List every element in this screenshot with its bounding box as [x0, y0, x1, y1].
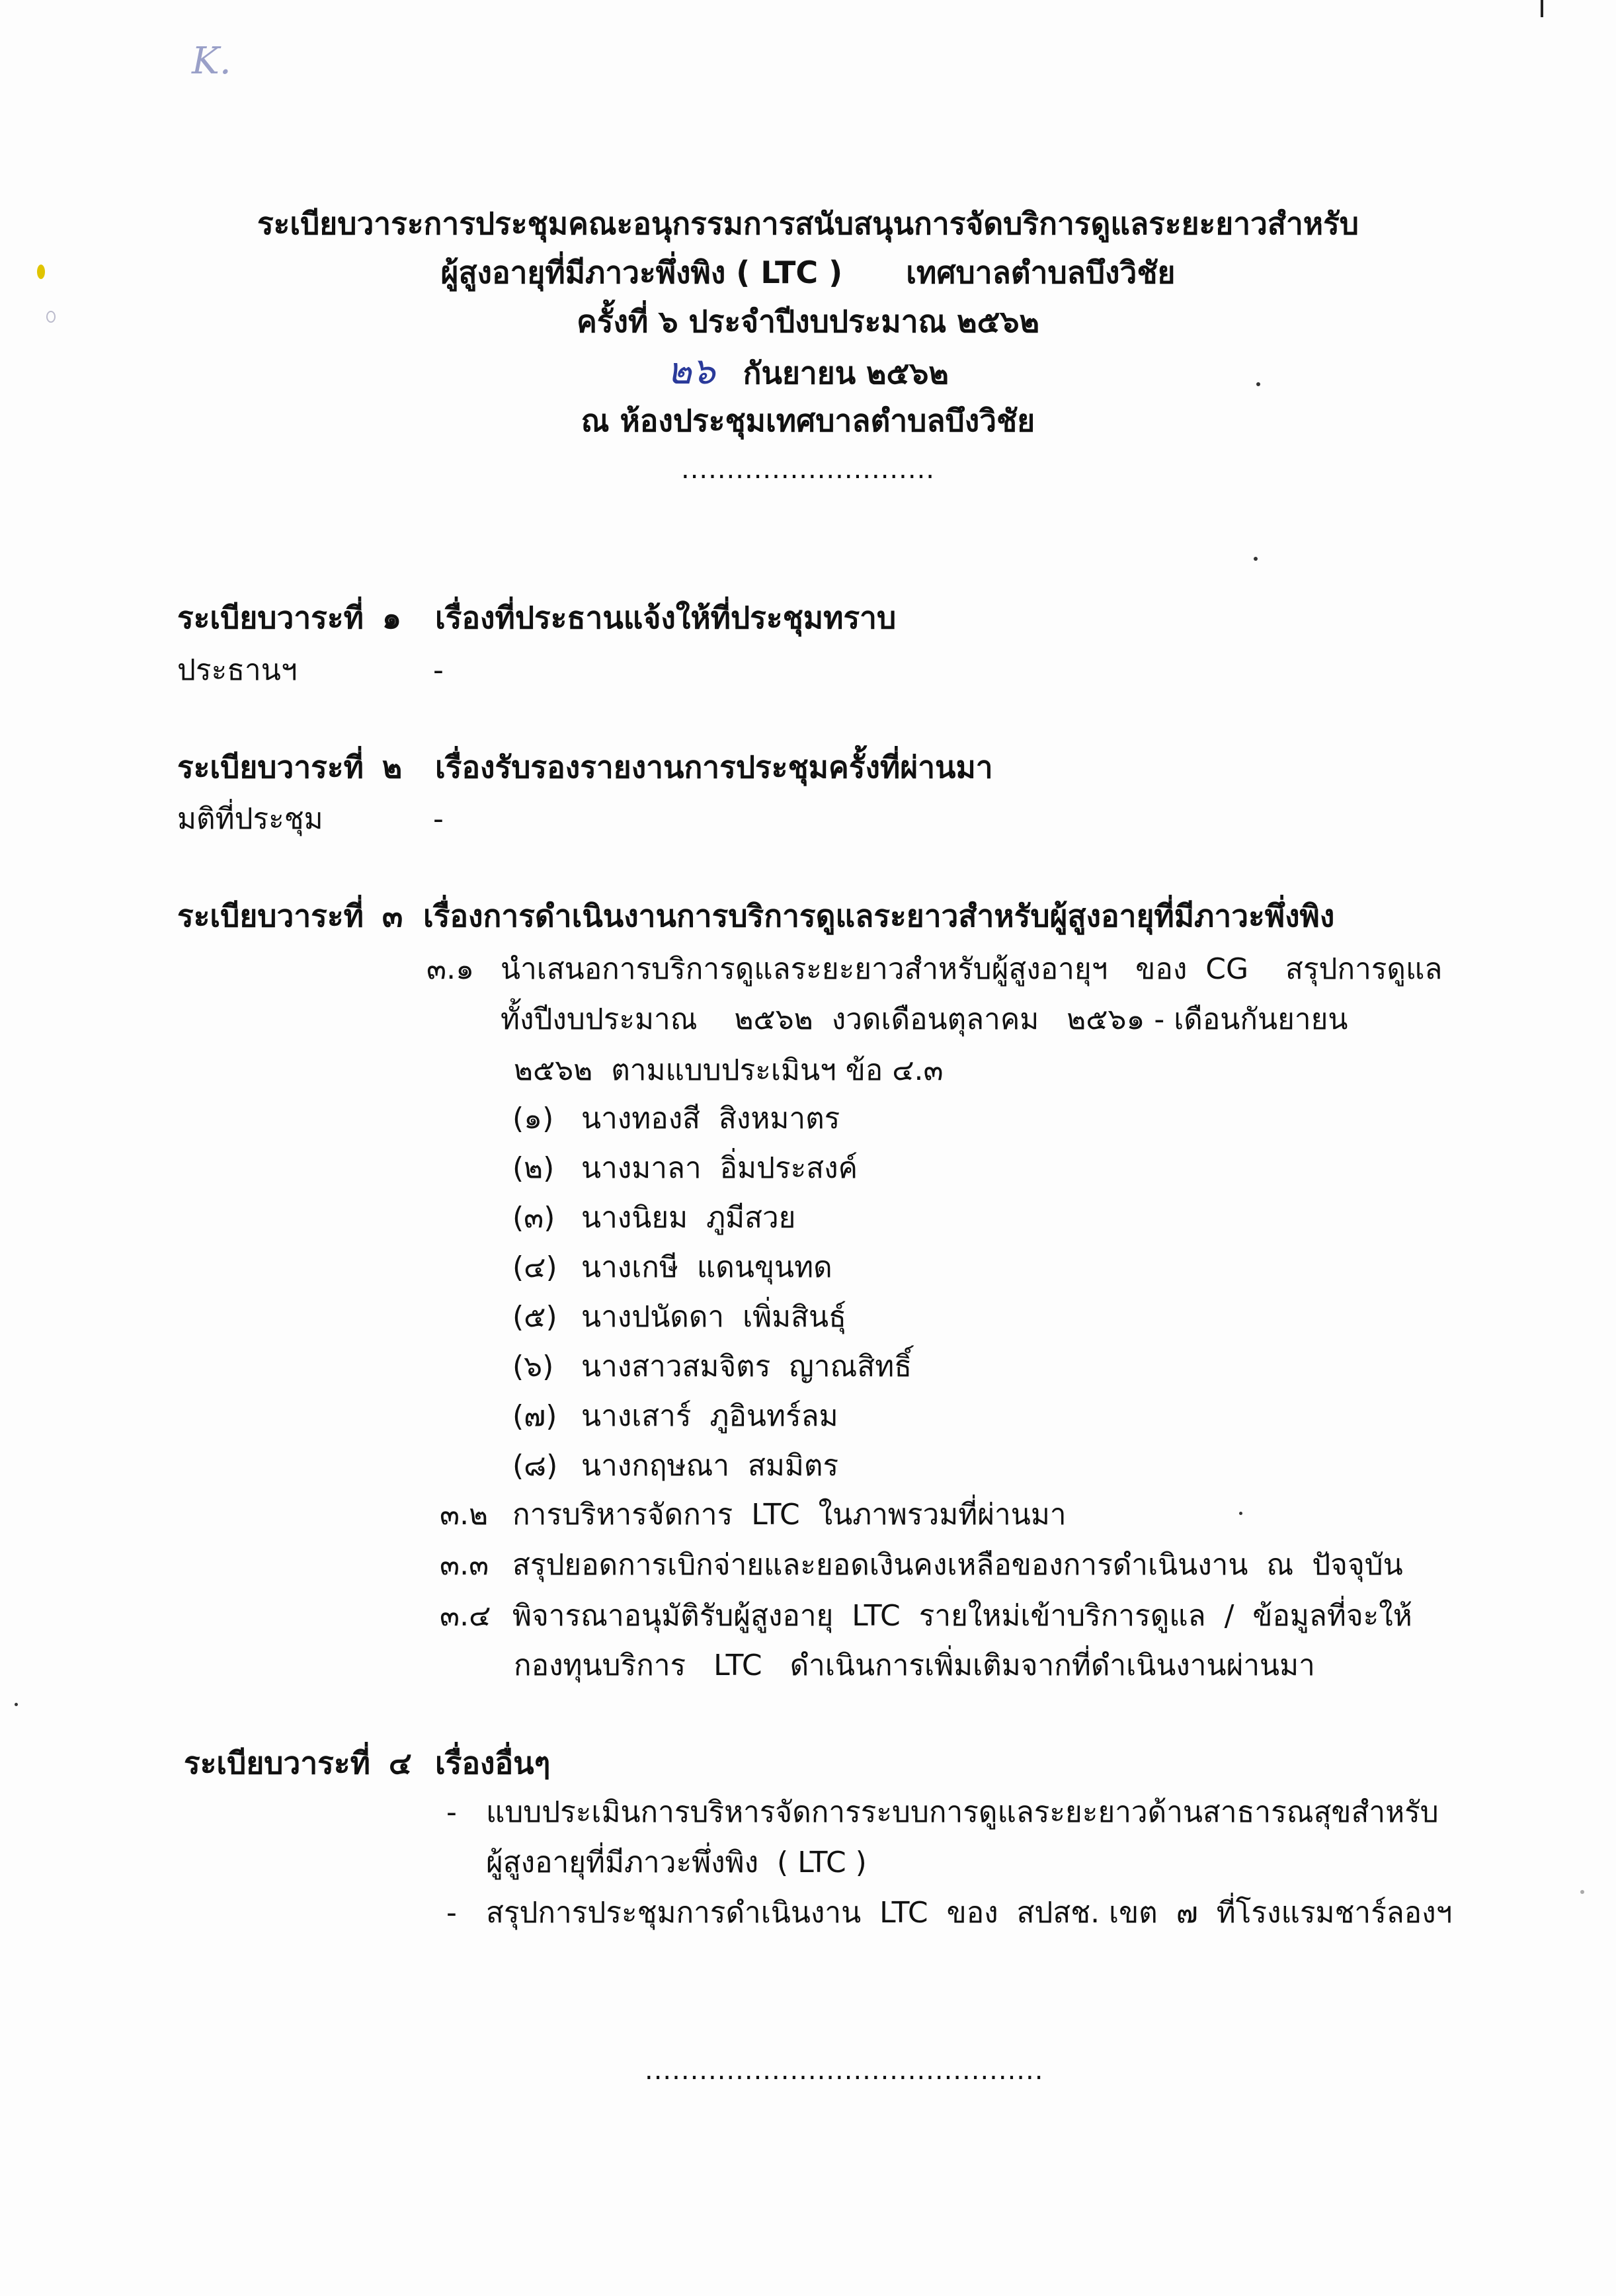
bullet-dash: - — [446, 1896, 457, 1930]
item-number: ๓.๓ — [440, 1548, 489, 1582]
title-line-2: ผู้สูงอายุที่มีภาวะพึ่งพิง ( LTC ) เทศบาลตำบลบึงวิชัย — [440, 255, 1176, 290]
person-name: นางทองสี สิงหมาตร — [581, 1102, 840, 1135]
agenda-1-detail-label: ประธานฯ — [177, 653, 298, 687]
header-divider: ............................ — [680, 454, 935, 485]
bullet-text-line: สรุปการประชุมการดำเนินงาน LTC ของ สปสช. เขต ๗ ที่โรงแรมชาร์ลองฯ — [486, 1896, 1453, 1930]
agenda-2-detail-value: - — [433, 802, 444, 836]
agenda-number: ๓ — [382, 898, 403, 934]
bullet-dash: - — [446, 1795, 457, 1829]
agenda-topic: เรื่องการดำเนินงานการบริการดูแลระยาวสำหรับผู้สูงอายุที่มีภาวะพึ่งพิง — [423, 898, 1335, 934]
agenda-topic: เรื่องที่ประธานแจ้งให้ที่ประชุมทราบ — [435, 600, 897, 636]
title-line-3: ครั้งที่ ๖ ประจำปีงบประมาณ ๒๕๖๒ — [577, 304, 1039, 339]
agenda-label: ระเบียบวาระที่ — [177, 600, 364, 636]
person-number: (๒) — [512, 1151, 555, 1185]
agenda-1-detail-value: - — [433, 653, 444, 687]
scan-speck — [1254, 557, 1258, 561]
agenda-label: ระเบียบวาระที่ — [177, 898, 364, 934]
item-text-line: การบริหารจัดการ LTC ในภาพรวมที่ผ่านมา — [512, 1498, 1067, 1532]
person-name: นางมาลา อิ่มประสงค์ — [581, 1151, 858, 1185]
date-day-handwritten: ๒๖ — [667, 350, 715, 393]
agenda-3-item-1-line-3: ๒๕๖๒ ตามแบบประเมินฯ ข้อ ๔.๓ — [514, 1053, 944, 1087]
person-name: นางสาวสมจิตร ญาณสิทธิ์ — [581, 1350, 912, 1383]
agenda-label: ระเบียบวาระที่ — [184, 1745, 370, 1781]
agenda-2-heading — [177, 747, 993, 787]
agenda-4-bullet-1-line-2: ผู้สูงอายุที่มีภาวะพึ่งพิง ( LTC ) — [486, 1846, 867, 1879]
corner-handwritten-mark: K. — [192, 40, 231, 83]
person-name: นางเกษี แดนขุนทด — [581, 1250, 832, 1284]
agenda-number: ๑ — [382, 600, 402, 636]
meeting-venue: ณ ห้องประชุมเทศบาลตำบลบึงวิชัย — [581, 403, 1035, 438]
date-month-year: กันยายน ๒๕๖๒ — [743, 355, 949, 391]
agenda-3-item-1-line-2: ทั้งปีงบประมาณ ๒๕๖๒ งวดเดือนตุลาคม ๒๕๖๑ - เดือนกันยายน — [501, 1003, 1348, 1036]
agenda-number: ๔ — [388, 1745, 412, 1781]
person-name: นางนิยม ภูมีสวย — [581, 1201, 796, 1235]
scan-speck — [1580, 1890, 1584, 1894]
item-text-line: นำเสนอการบริการดูแลระยะยาวสำหรับผู้สูงอายุฯ ของ CG สรุปการดูแล — [501, 952, 1443, 986]
person-number: (๓) — [512, 1201, 555, 1235]
person-number: (๘) — [512, 1449, 558, 1483]
person-name: นางเสาร์ ภูอินทร์ลม — [581, 1399, 838, 1433]
item-text-line: พิจารณาอนุมัติรับผู้สูงอายุ LTC รายใหม่เข้าบริการดูแล / ข้อมูลที่จะให้ — [512, 1599, 1412, 1633]
item-number: ๓.๒ — [440, 1498, 489, 1532]
meeting-date — [0, 352, 1616, 393]
person-number: (๕) — [512, 1300, 557, 1334]
agenda-3-heading — [177, 896, 1335, 936]
agenda-3-item-4-line-2: กองทุนบริการ LTC ดำเนินการเพิ่มเติมจากที่ดำเนินงานผ่านมา — [514, 1649, 1315, 1682]
agenda-2-detail-label: มติที่ประชุม — [177, 802, 323, 836]
person-name: นางปนัดดา เพิ่มสินธุ์ — [581, 1300, 846, 1334]
agenda-label: ระเบียบวาระที่ — [177, 749, 364, 785]
title-line-1: ระเบียบวาระการประชุมคณะอนุกรรมการสนับสนุนการจัดบริการดูแลระยะยาวสำหรับ — [257, 206, 1359, 241]
person-number: (๗) — [512, 1399, 557, 1433]
footer-divider: ............................................ — [645, 2055, 1044, 2086]
agenda-1-heading — [177, 598, 897, 637]
agenda-number: ๒ — [382, 749, 403, 785]
scan-speck — [15, 1703, 18, 1706]
item-text-line: สรุปยอดการเบิกจ่ายและยอดเงินคงเหลือของการดำเนินงาน ณ ปัจจุบัน — [512, 1548, 1403, 1582]
item-number: ๓.๔ — [440, 1599, 491, 1633]
scan-speck — [1541, 0, 1543, 17]
person-number: (๑) — [512, 1102, 554, 1135]
person-name: นางกฤษณา สมมิตร — [581, 1449, 839, 1483]
person-number: (๖) — [512, 1350, 554, 1383]
agenda-topic: เรื่องอื่นๆ — [435, 1745, 551, 1781]
scan-speck — [1239, 1512, 1242, 1515]
agenda-4-heading — [184, 1743, 551, 1783]
bullet-text-line: แบบประเมินการบริหารจัดการระบบการดูแลระยะยาวด้านสาธารณสุขสำหรับ — [486, 1795, 1439, 1829]
item-number: ๓.๑ — [426, 952, 474, 986]
person-number: (๔) — [512, 1250, 557, 1284]
agenda-topic: เรื่องรับรองรายงานการประชุมครั้งที่ผ่านมา — [435, 749, 993, 785]
